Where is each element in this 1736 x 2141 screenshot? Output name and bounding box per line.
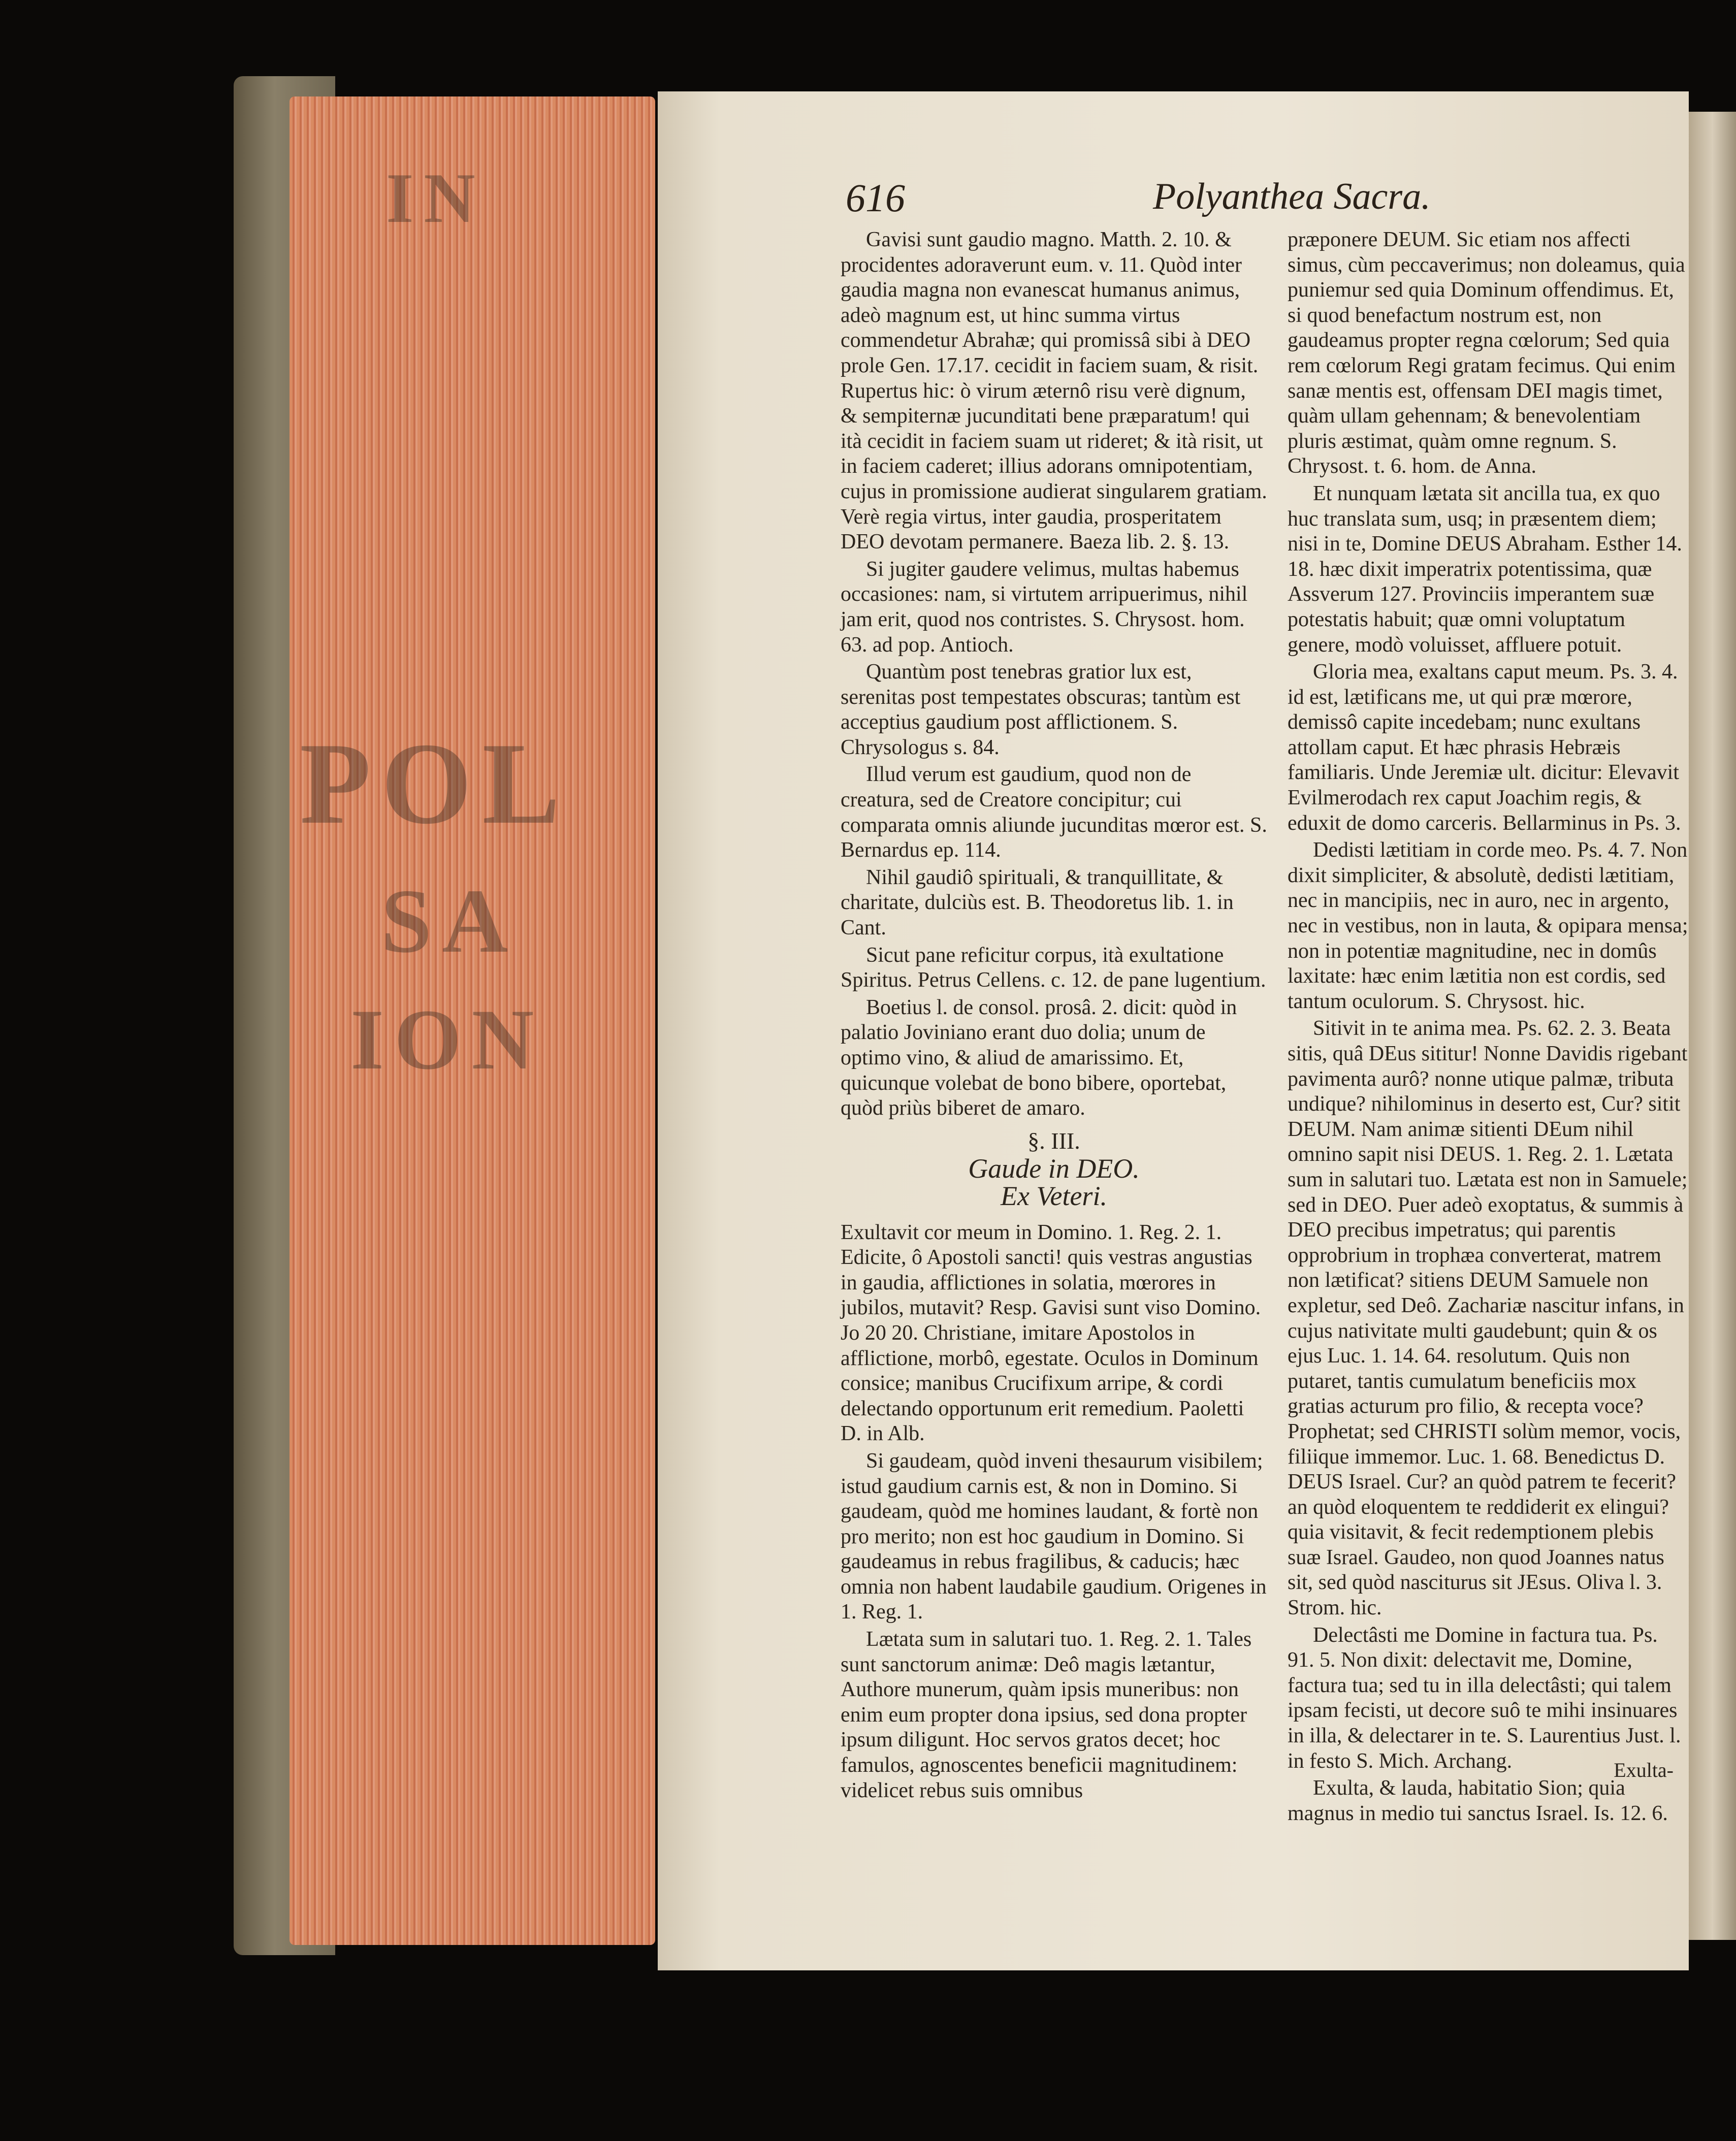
right-paragraph: Dedisti lætitiam in corde meo. Ps. 4. 7. Non dixit simpliciter, & absolutè, dedisti lætitiam, nec in mancipiis, nec in auro, nec in argento, nec in vestibus, non in lauta, & opipara mensa; non in potentiæ magnitudine, nec in domûs laxitate: hæc enim lætitia non est cordis, sed tantum oculorum. S. Chrysost. hic. xyxy=(1288,838,1688,1013)
section-number: §. III. xyxy=(1027,1127,1080,1154)
running-title: Polyanthea Sacra. xyxy=(1153,176,1431,217)
section-title: Gaude in DEO. xyxy=(968,1153,1140,1184)
page-header xyxy=(658,175,1689,236)
edge-ghost-text-3: ION xyxy=(350,992,544,1087)
left-paragraph: Nihil gaudiô spirituali, & tranquillitate, & charitate, dulciùs est. B. Theodoretus lib. 1. in Cant. xyxy=(841,865,1234,940)
left-paragraph: Si jugiter gaudere velimus, multas habemus occasiones: nam, si virtutem arripuerimus, nihil jam erit, quod nos contristes. S. Chrysost. hom. 63. ad pop. Antioch. xyxy=(841,557,1248,657)
catchword: Exulta- xyxy=(1614,1759,1674,1781)
left-paragraph: Quantùm post tenebras gratior lux est, serenitas post tempestates obscuras; tantùm est acceptius gaudium post afflictionem. S. Chrysologus s. 84. xyxy=(841,660,1241,759)
edge-ghost-text-0: IN xyxy=(386,159,486,238)
left-paragraph: Exultavit cor meum in Domino. 1. Reg. 2. 1. Edicite, ô Apostoli sancti! quis vestras angustias in gaudia, afflictiones in solatia, mœrores in jubilos, mutavit? Resp. Gavisi sunt viso Domino. Jo 20 20. Christiane, imitare Apostolos in afflictione, morbô, egestate. Oculos in Dominum consice; manibus Crucifixum arripe, & cordi delectando opportunum erit remedium. Paoletti D. in Alb. xyxy=(841,1220,1261,1446)
right-paragraph: præponere DEUM. Sic etiam nos affecti simus, cùm peccaverimus; non doleamus, quia puniemur sed quia Dominum offendimus. Et, si quod benefactum nostrum est, non gaudeamus propter regna cœlorum; Sed quia rem cœlorum Regi gratam fecimus. Qui enim sanæ mentis est, offensam DEI magis timet, quàm ullam gehennam; & benevolentiam pluris æstimat, quàm omne regnum. S. Chrysost. t. 6. hom. de Anna. xyxy=(1288,228,1685,478)
left-paragraph: Sicut pane reficitur corpus, ità exultatione Spiritus. Petrus Cellens. c. 12. de pane lugentium. xyxy=(841,943,1266,992)
right-paragraph: Gloria mea, exaltans caput meum. Ps. 3. 4. id est, lætificans me, ut qui præ mœrore, demissô capite incedebam; nunc exultans attollam caput. Et hæc phrasis Hebræis familiaris. Unde Jeremiæ ult. dicitur: Elevavit Evilmerodach rex caput Joachim regis, & eduxit de domo carceris. Bellarminus in Ps. 3. xyxy=(1288,660,1681,835)
edge-ghost-text-1: POL xyxy=(300,719,570,848)
left-paragraph: Illud verum est gaudium, quod non de creatura, sed de Creatore concipitur; cui comparata omnis aliunde jucunditas mœror est. S. Bernardus ep. 114. xyxy=(841,763,1267,862)
section-subtitle: Ex Veteri. xyxy=(1001,1180,1107,1211)
right-column xyxy=(1288,228,1689,1828)
right-paragraph: Sitivit in te anima mea. Ps. 62. 2. 3. Beata sitis, quâ DEus sititur! Nonne Davidis rigebant pavimenta aurô? nonne utique palmæ, tributa undique? nihilominus in deserto est, Cur? sitit DEUM. Nam animæ sitienti DEum nihil omnino sapit nisi DEUS. 1. Reg. 2. 1. Lætata sum in salutari tuo. Lætata est non in Samuele; sed in DEO. Puer adeò exoptatus, & summis à DEO precibus impetratus; qui parentis opprobrium in trophæa converterat, matrem non lætificat? sitiens DEUM Samuele non expletur, sed Deô. Zachariæ nascitur infans, in cujus nativitate multi gaudebunt; quin & os ejus Luc. 1. 14. 64. resolutum. Quis non putaret, tantis cumulatum beneficiis mox gratias acturum pro filio, & recepta voce? Prophetat; sed CHRISTI solùm memor, vocis, filiique immemor. Luc. 1. 68. Benedictus D. DEUS Israel. Cur? an quòd patrem te fecerit? an quòd eloquentem te reddiderit ex elingui? quia visitavit, & fecit redemptionem plebis suæ Israel. Gaudeo, non quod Joannes natus sit, sed quòd nasciturus sit JEsus. Oliva l. 3. Strom. hic. xyxy=(1288,1017,1688,1620)
right-paragraph: Et nunquam lætata sit ancilla tua, ex quo huc translata sum, usq; in præsentem diem; nisi in te, Domine DEUS Abraham. Esther 14. 18. hæc dixit imperatrix potentissima, quæ Assverum 127. Provinciis imperantem suæ potestatis habuit; quæ omni voluptatum genere, modò voluisset, affluere potuit. xyxy=(1288,481,1682,657)
right-paragraph: Exulta, & lauda, habitatio Sion; quia magnus in medio tui sanctus Israel. Is. 12. 6. xyxy=(1288,1776,1668,1825)
book-page xyxy=(658,91,1689,1970)
left-paragraph: Boetius l. de consol. prosâ. 2. dicit: quòd in palatio Joviniano erant duo dolia; unum de optimo vino, & aliud de amarissimo. Et, quicunque volebat de bono bibere, oportebat, quòd priùs biberet de amaro. xyxy=(841,995,1237,1120)
next-page-edge xyxy=(1689,112,1736,1940)
right-paragraph: Delectâsti me Domine in factura tua. Ps. 91. 5. Non dixit: delectavit me, Domine, factura tua; sed tu in illa delectâsti; qui talem ipsam fecisti, ut decore suô te mihi insinuares in illa, & delectarer in te. S. Laurentius Just. l. in festo S. Mich. Archang. xyxy=(1288,1623,1681,1773)
left-column xyxy=(841,228,1267,1805)
edge-ghost-text-2: SA xyxy=(381,870,519,971)
page-fore-edge xyxy=(290,96,655,1945)
page-number: 616 xyxy=(846,176,905,220)
left-paragraph: Si gaudeam, quòd inveni thesaurum visibilem; istud gaudium carnis est, & non in Domino. Si gaudeam, quòd me homines laudant, & fortè non pro merito; non est hoc gaudium in Domino. Si gaudeamus in rebus fragilibus, & caducis; hæc omnia non habent laudabile gaudium. Origenes in 1. Reg. 1. xyxy=(841,1449,1267,1624)
left-paragraph: Lætata sum in salutari tuo. 1. Reg. 2. 1. Tales sunt sanctorum animæ: Deô magis lætantur, Authore munerum, quàm ipsis muneribus: non enim eum propter dona ipsius, sed dona propter ipsum diligunt. Hoc servos gratos decet; hoc famulos, agnoscentes beneficii magnitudinem: videlicet rebus suis omnibus xyxy=(841,1628,1252,1802)
left-paragraph: Gavisi sunt gaudio magno. Matth. 2. 10. & procidentes adoraverunt eum. v. 11. Quòd inter gaudia magna non evanescat humanus animus, adeò magnum est, ut hinc summa virtus commendetur Abrahæ; qui promissâ sibi à DEO prole Gen. 17.17. cecidit in faciem suam, & risit. Rupertus hic: ò virum æternô risu verè dignum, & sempiternæ jucunditati bene præparatum! qui ità cecidit in faciem suam ut rideret; & ità risit, ut in faciem caderet; illius adorans omnipotentiam, cujus in promissione audierat singularem gratiam. Verè regia virtus, inter gaudia, prosperitatem DEO devotam permanere. Baeza lib. 2. §. 13. xyxy=(841,228,1267,554)
